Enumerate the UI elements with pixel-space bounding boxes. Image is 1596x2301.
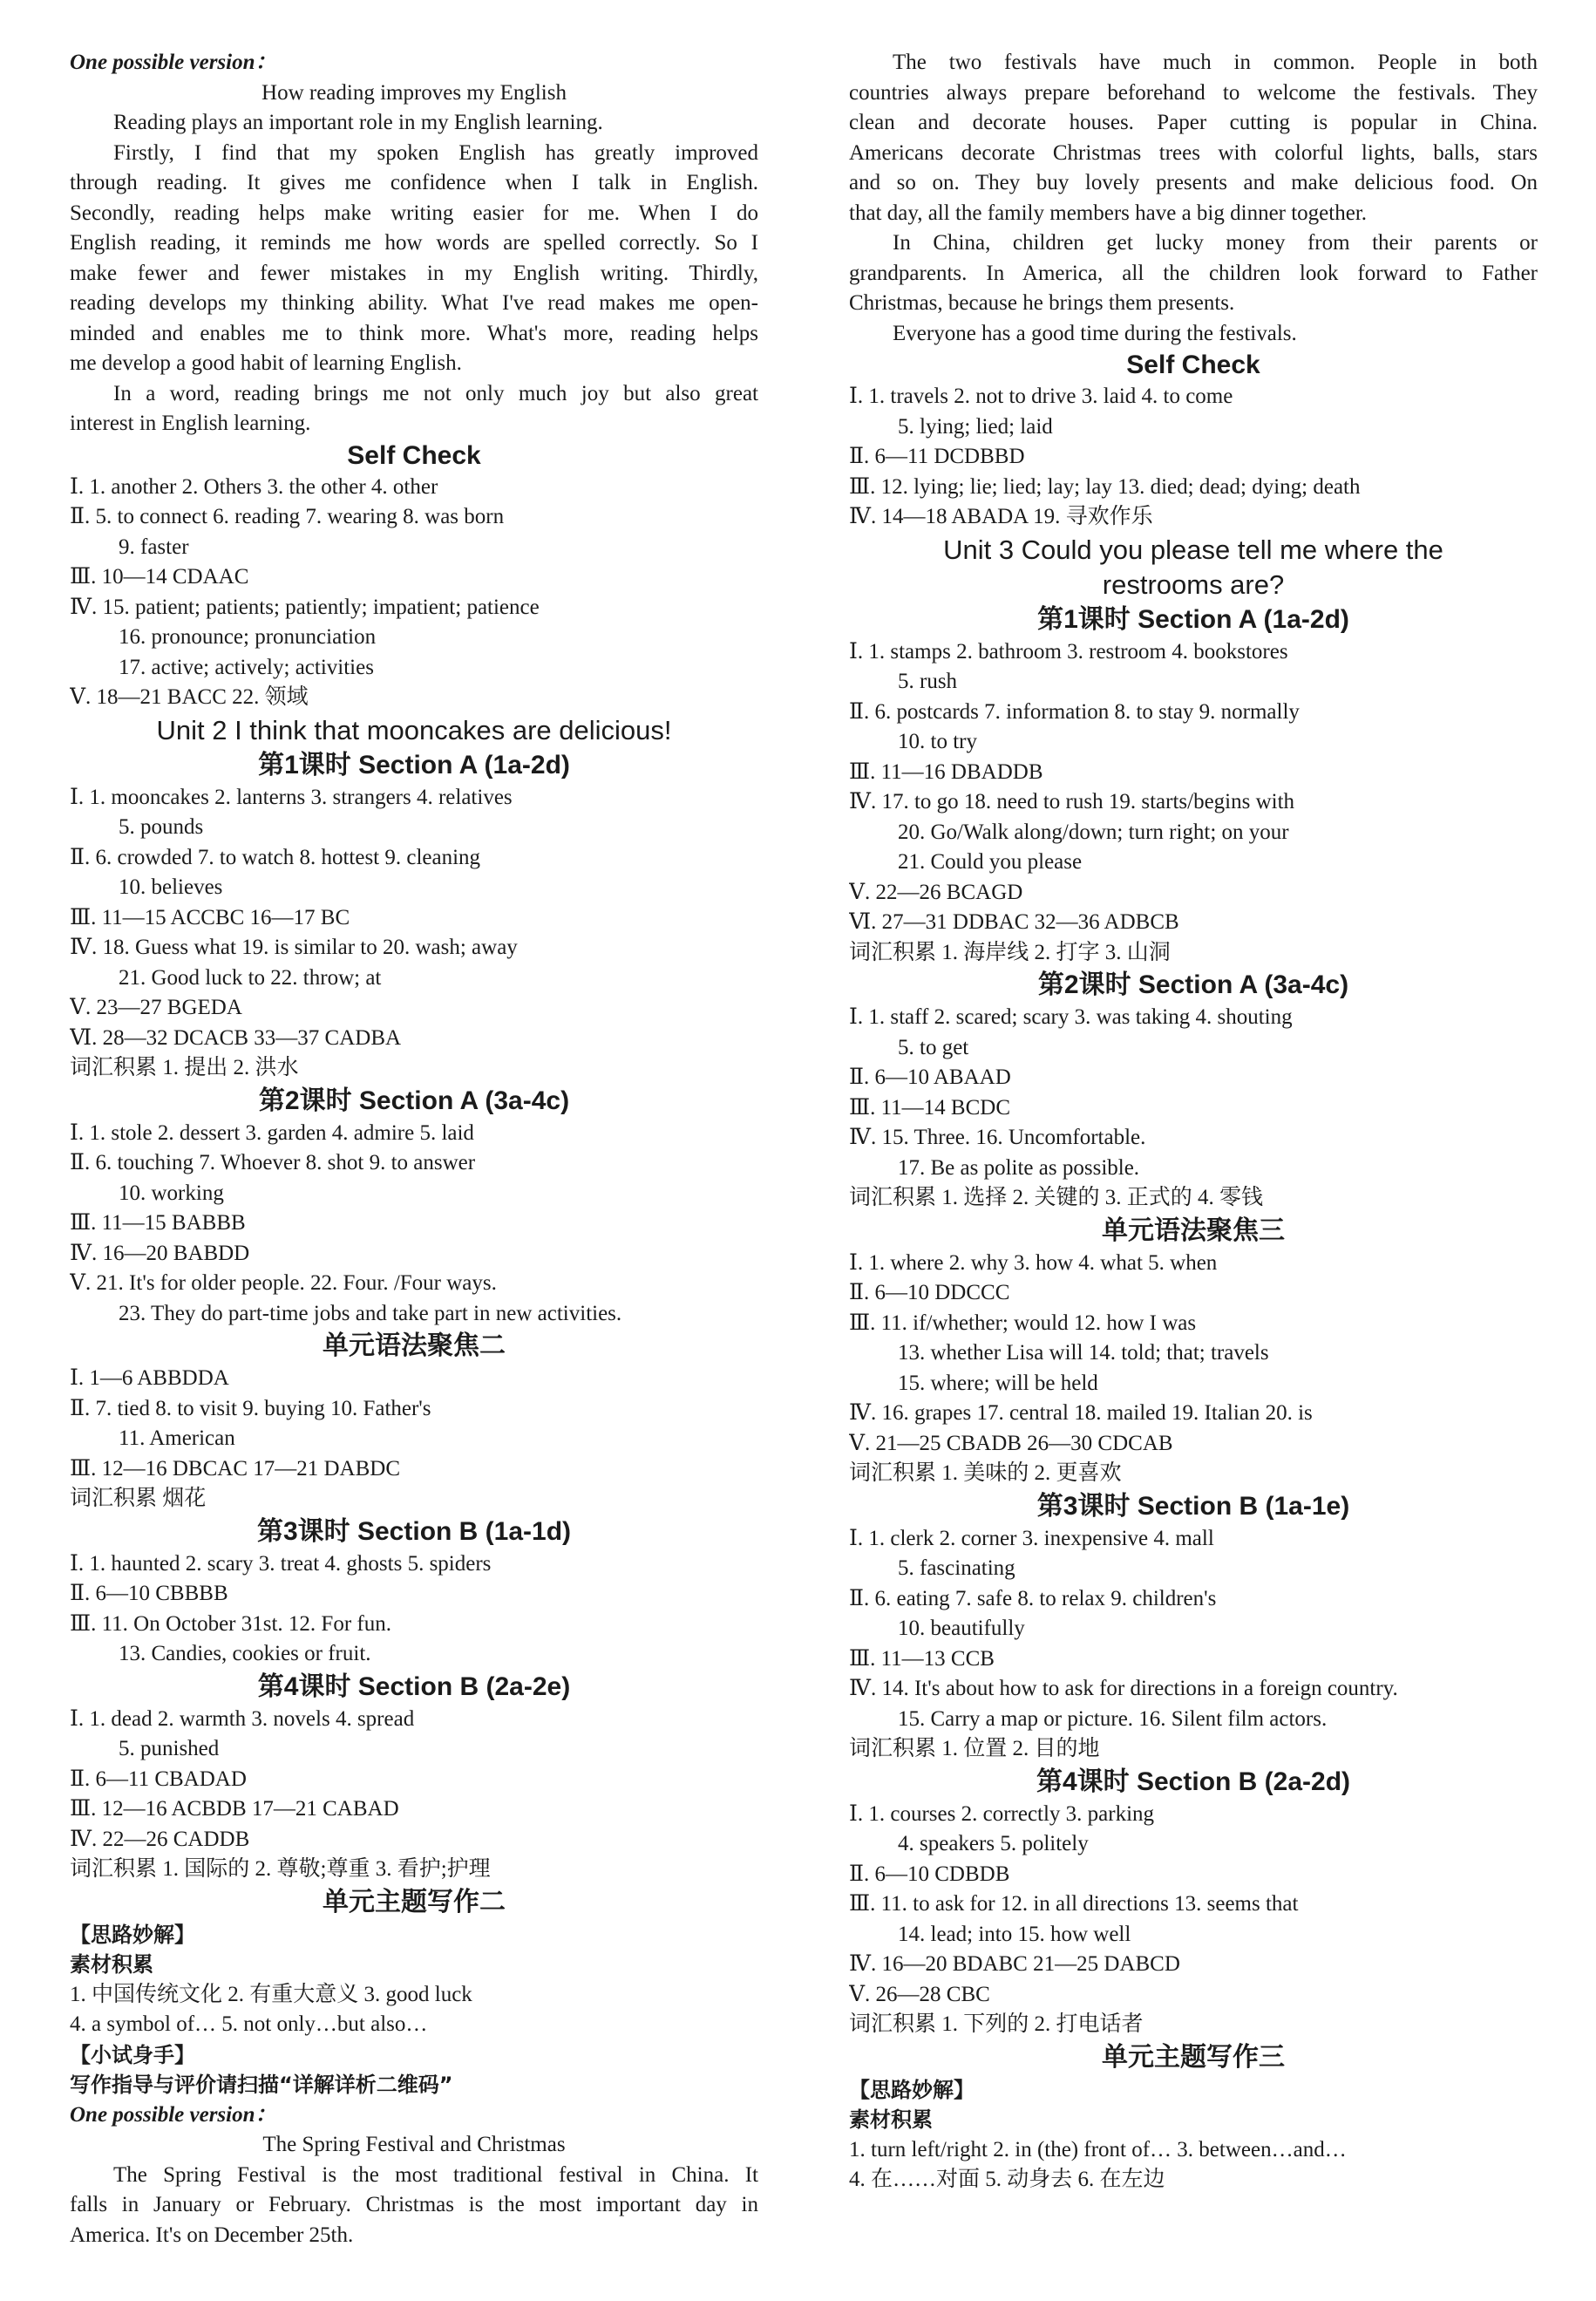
text-line: 10. to try bbox=[898, 730, 977, 753]
text-line: Ⅰ. 1. where 2. why 3. how 4. what 5. when bbox=[849, 1250, 1218, 1275]
section-heading: 单元主题写作二 bbox=[323, 1887, 506, 1916]
text-line: reading develops my thinking ability. What I've read makes me open- bbox=[70, 291, 758, 315]
text-line: Ⅱ. 6. crowded 7. to watch 8. hottest 9. cleaning bbox=[70, 845, 481, 869]
text-line: 17. active; actively; activities bbox=[119, 655, 374, 679]
left-column bbox=[70, 48, 758, 2250]
text-line: Ⅳ. 14—18 ABADA 19. 寻欢作乐 bbox=[849, 505, 1153, 528]
text-line: Ⅱ. 6—10 CBBBB bbox=[70, 1582, 228, 1605]
text-line: me develop a good habit of learning English. bbox=[70, 351, 462, 375]
text-line: 4. a symbol of… 5. not only…but also… bbox=[70, 2012, 428, 2036]
text-line: 23. They do part-time jobs and take part in new activities. bbox=[119, 1301, 622, 1325]
section-heading: 单元语法聚焦三 bbox=[1102, 1215, 1285, 1245]
text-line: 1. turn left/right 2. in (the) front of… 3. between…and… bbox=[849, 2137, 1347, 2161]
text-line: Firstly, I find that my spoken English has greatly improved bbox=[113, 140, 758, 165]
text-line: Ⅱ. 5. to connect 6. reading 7. wearing 8. was born bbox=[70, 505, 505, 528]
text-line: Ⅰ. 1. mooncakes 2. lanterns 3. strangers 4. relatives bbox=[70, 785, 513, 809]
text-line: 写作指导与评价请扫描“详解详析二维码” bbox=[70, 2073, 453, 2097]
text-line: Ⅰ. 1. haunted 2. scary 3. treat 4. ghosts 5. spiders bbox=[70, 1551, 492, 1576]
text-line: In China, children get lucky money from their parents or bbox=[893, 231, 1538, 255]
text-line: Ⅰ. 1. clerk 2. corner 3. inexpensive 4. mall bbox=[849, 1526, 1214, 1550]
text-line: 15. where; will be held bbox=[898, 1371, 1098, 1395]
text-line: Christmas, because he brings them presents. bbox=[849, 291, 1235, 315]
text-line: The Spring Festival is the most traditional festival in China. It bbox=[113, 2162, 758, 2187]
text-line: Ⅲ. 11—13 CCB bbox=[849, 1646, 995, 1671]
section-heading: 单元语法聚焦二 bbox=[323, 1331, 506, 1360]
text-line: Ⅱ. 6. touching 7. Whoever 8. shot 9. to answer bbox=[70, 1151, 476, 1174]
text-line: 素材积累 bbox=[849, 2107, 933, 2132]
text-line: falls in January or February. Christmas is the most important day in bbox=[70, 2193, 758, 2216]
text-line: 10. believes bbox=[119, 875, 223, 899]
text-line: Ⅱ. 6. eating 7. safe 8. to relax 9. children's bbox=[849, 1586, 1217, 1610]
text-line: Ⅳ. 16. grapes 17. central 18. mailed 19. Italian 20. is bbox=[849, 1401, 1313, 1425]
text-line: Ⅰ. 1. another 2. Others 3. the other 4. other bbox=[70, 474, 438, 499]
text-line: clean and decorate houses. Paper cutting is popular in China. bbox=[849, 111, 1538, 134]
text-line: 16. pronounce; pronunciation bbox=[119, 625, 377, 649]
text-line: America. It's on December 25th. bbox=[70, 2223, 354, 2247]
text-line: Ⅳ. 17. to go 18. need to rush 19. starts/begins with bbox=[849, 790, 1295, 814]
text-line: 4. speakers 5. politely bbox=[898, 1832, 1089, 1855]
text-line: Ⅳ. 15. Three. 16. Uncomfortable. bbox=[849, 1126, 1146, 1149]
text-line: 21. Good luck to 22. throw; at bbox=[119, 965, 382, 990]
text-line: Ⅱ. 6—10 CDBDB bbox=[849, 1862, 1010, 1886]
section-heading: 第1课时 Section A (1a-2d) bbox=[1037, 604, 1349, 634]
text-line: Ⅲ. 11—16 DBADDB bbox=[849, 759, 1043, 784]
text-line: Everyone has a good time during the festivals. bbox=[893, 321, 1297, 345]
text-line: 5. punished bbox=[119, 1737, 220, 1760]
text-line: Ⅳ. 16—20 BDABC 21—25 DABCD bbox=[849, 1952, 1180, 1976]
text-line: In a word, reading brings me not only much joy but also great bbox=[113, 381, 758, 405]
text-line: Ⅰ. 1. staff 2. scared; scary 3. was taking 4. shouting bbox=[849, 1005, 1293, 1029]
text-line: 4. 在……对面 5. 动身去 6. 在左边 bbox=[849, 2168, 1165, 2191]
text-line: Ⅰ. 1. stole 2. dessert 3. garden 4. admire 5. laid bbox=[70, 1120, 474, 1145]
text-line: Ⅵ. 27—31 DDBAC 32—36 ADBCB bbox=[849, 910, 1179, 934]
text-line: Ⅴ. 21—25 CBADB 26—30 CDCAB bbox=[849, 1431, 1173, 1455]
text-line: Ⅰ. 1. stamps 2. bathroom 3. restroom 4. bookstores bbox=[849, 639, 1288, 664]
text-line: 【思路妙解】 bbox=[70, 1922, 195, 1947]
text-line: Ⅰ. 1—6 ABBDDA bbox=[70, 1366, 229, 1390]
text-line: Ⅴ. 22—26 BCAGD bbox=[849, 880, 1023, 904]
text-line: Ⅱ. 6—10 ABAAD bbox=[849, 1065, 1011, 1089]
text-line: 5. pounds bbox=[119, 815, 204, 839]
section-heading: 第4课时 Section B (2a-2e) bbox=[257, 1671, 571, 1701]
text-line: Ⅰ. 1. dead 2. warmth 3. novels 4. spread bbox=[70, 1706, 415, 1731]
text-line: Ⅲ. 11—15 ACCBC 16—17 BC bbox=[70, 905, 350, 929]
section-heading: Unit 3 Could you please tell me where the bbox=[943, 534, 1443, 565]
text-line: Ⅲ. 10—14 CDAAC bbox=[70, 565, 249, 589]
text-line: Reading plays an important role in my English learning. bbox=[113, 111, 603, 134]
section-heading: 第3课时 Section B (1a-1d) bbox=[256, 1516, 572, 1546]
text-line: Ⅱ. 6—10 DDCCC bbox=[849, 1281, 1010, 1304]
text-line: Ⅱ. 6—11 CBADAD bbox=[70, 1767, 247, 1791]
text-line: Ⅴ. 18—21 BACC 22. 领域 bbox=[70, 685, 309, 709]
text-line: Ⅴ. 21. It's for older people. 22. Four. /Four ways. bbox=[70, 1271, 497, 1295]
text-line: 【小试身手】 bbox=[70, 2042, 195, 2067]
text-line: 词汇积累 1. 下列的 2. 打电话者 bbox=[849, 2012, 1144, 2036]
text-line: 5. lying; lied; laid bbox=[898, 414, 1053, 439]
text-line: The Spring Festival and Christmas bbox=[262, 2133, 566, 2156]
text-line: Ⅱ. 7. tied 8. to visit 9. buying 10. Father's bbox=[70, 1396, 431, 1420]
text-line: 素材积累 bbox=[70, 1952, 153, 1977]
text-line: 17. Be as polite as possible. bbox=[898, 1155, 1140, 1180]
text-line: Ⅱ. 6—11 DCDBBD bbox=[849, 445, 1025, 468]
text-line: Ⅳ. 15. patient; patients; patiently; impatient; patience bbox=[70, 595, 540, 619]
text-line: countries always prepare beforehand to welcome the festivals. They bbox=[849, 80, 1538, 105]
text-line: minded and enables me to think more. What's more, reading helps bbox=[70, 321, 758, 345]
text-line: 13. whether Lisa will 14. told; that; travels bbox=[898, 1341, 1269, 1365]
text-line: 词汇积累 1. 海岸线 2. 打字 3. 山洞 bbox=[849, 940, 1171, 964]
text-line: and so on. They buy lovely presents and make delicious food. On bbox=[849, 171, 1538, 194]
text-line: 5. to get bbox=[898, 1035, 969, 1059]
section-heading: 第2课时 Section A (3a-4c) bbox=[258, 1086, 570, 1115]
text-line: interest in English learning. bbox=[70, 412, 311, 435]
text-line: through reading. It gives me confidence when I talk in English. bbox=[70, 171, 758, 194]
text-line: English reading, it reminds me how words are spelled correctly. So I bbox=[70, 231, 758, 255]
section-heading: restrooms are? bbox=[1102, 568, 1285, 600]
text-line: Ⅲ. 11—14 BCDC bbox=[849, 1095, 1011, 1120]
text-line: 5. fascinating bbox=[898, 1556, 1015, 1580]
text-line: Americans decorate Christmas trees with colorful lights, balls, stars bbox=[849, 140, 1538, 165]
text-line: Ⅳ. 14. It's about how to ask for directions in a foreign country. bbox=[849, 1677, 1398, 1700]
text-line: Ⅲ. 11. to ask for 12. in all directions 13. seems that bbox=[849, 1892, 1299, 1916]
text-line: Ⅲ. 11. if/whether; would 12. how I was bbox=[849, 1310, 1197, 1335]
section-heading: Unit 2 I think that mooncakes are delicious! bbox=[156, 714, 672, 745]
text-line: One possible version： bbox=[70, 2102, 277, 2127]
text-line: 词汇积累 1. 提出 2. 洪水 bbox=[70, 1056, 299, 1079]
text-line: Ⅴ. 23—27 BGEDA bbox=[70, 996, 242, 1019]
text-line: Ⅰ. 1. travels 2. not to drive 3. laid 4. to come bbox=[849, 385, 1233, 408]
text-line: One possible version： bbox=[70, 51, 277, 74]
section-heading: 第2课时 Section A (3a-4c) bbox=[1037, 970, 1349, 999]
text-line: 1. 中国传统文化 2. 有重大意义 3. good luck bbox=[70, 1982, 472, 2006]
text-line: make fewer and fewer mistakes in my English writing. Thirdly, bbox=[70, 261, 758, 285]
text-line: 10. working bbox=[119, 1181, 224, 1205]
section-heading: Self Check bbox=[347, 440, 481, 470]
text-line: How reading improves my English bbox=[261, 80, 567, 105]
text-line: Ⅲ. 11—15 BABBB bbox=[70, 1211, 246, 1235]
section-heading: 第3课时 Section B (1a-1e) bbox=[1036, 1491, 1350, 1521]
text-line: 词汇积累 1. 国际的 2. 尊敬;尊重 3. 看护;护理 bbox=[70, 1857, 491, 1881]
text-line: 11. American bbox=[119, 1426, 235, 1450]
text-line: 14. lead; into 15. how well bbox=[898, 1922, 1131, 1946]
text-line: Ⅲ. 11. On October 31st. 12. For fun. bbox=[70, 1611, 391, 1636]
text-line: 13. Candies, cookies or fruit. bbox=[119, 1642, 371, 1665]
section-heading: Self Check bbox=[1126, 351, 1260, 379]
text-line: Ⅳ. 18. Guess what 19. is similar to 20. wash; away bbox=[70, 936, 518, 959]
section-heading: 单元主题写作三 bbox=[1102, 2042, 1285, 2072]
text-line: Ⅱ. 6. postcards 7. information 8. to stay 9. normally bbox=[849, 699, 1300, 724]
text-line: 15. Carry a map or picture. 16. Silent film actors. bbox=[898, 1706, 1328, 1731]
text-line: Secondly, reading helps make writing easier for me. When I do bbox=[70, 201, 758, 225]
text-line: Ⅲ. 12—16 DBCAC 17—21 DABDC bbox=[70, 1456, 401, 1481]
text-line: 词汇积累 烟花 bbox=[70, 1487, 207, 1510]
text-line: that day, all the family members have a big dinner together. bbox=[849, 201, 1368, 225]
section-heading: 第1课时 Section A (1a-2d) bbox=[258, 750, 570, 779]
text-line: 5. rush bbox=[898, 670, 958, 693]
text-line: 20. Go/Walk along/down; turn right; on your bbox=[898, 820, 1289, 844]
text-line: Ⅳ. 16—20 BABDD bbox=[70, 1241, 250, 1265]
text-line: Ⅵ. 28—32 DCACB 33—37 CADBA bbox=[70, 1025, 402, 1050]
text-line: Ⅳ. 22—26 CADDB bbox=[70, 1827, 250, 1851]
text-line: 10. beautifully bbox=[898, 1617, 1025, 1640]
text-line: Ⅲ. 12. lying; lie; lied; lay; lay 13. died; dead; dying; death bbox=[849, 474, 1361, 499]
text-line: Ⅲ. 12—16 ACBDB 17—21 CABAD bbox=[70, 1797, 399, 1821]
text-line: 词汇积累 1. 位置 2. 目的地 bbox=[849, 1737, 1100, 1760]
text-line: The two festivals have much in common. People in both bbox=[893, 51, 1538, 74]
text-line: 【思路妙解】 bbox=[849, 2077, 975, 2102]
text-line: 词汇积累 1. 美味的 2. 更喜欢 bbox=[849, 1461, 1122, 1485]
text-line: Ⅴ. 26—28 CBC bbox=[849, 1982, 990, 2006]
text-line: 21. Could you please bbox=[898, 850, 1083, 874]
text-line: grandparents. In America, all the children look forward to Father bbox=[849, 261, 1538, 285]
text-line: Ⅰ. 1. courses 2. correctly 3. parking bbox=[849, 1801, 1155, 1826]
text-line: 词汇积累 1. 选择 2. 关键的 3. 正式的 4. 零钱 bbox=[849, 1186, 1264, 1209]
text-line: 9. faster bbox=[119, 534, 189, 559]
section-heading: 第4课时 Section B (2a-2d) bbox=[1036, 1767, 1351, 1796]
right-column bbox=[849, 48, 1538, 2195]
